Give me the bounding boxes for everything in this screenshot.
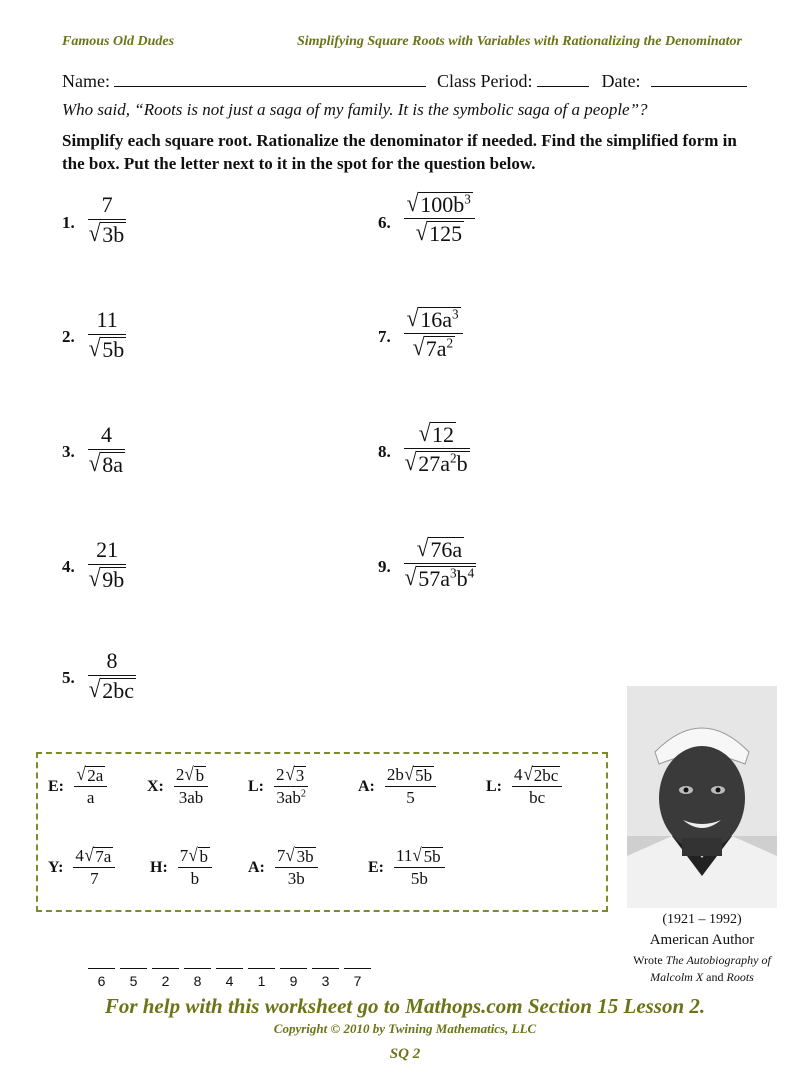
date-label: Date: (601, 71, 641, 91)
answer-radicand: 2bc (533, 765, 559, 785)
answer-blank[interactable] (344, 968, 371, 989)
blank-number: 6 (97, 973, 106, 989)
answer-e1: E: √ 2a a (48, 764, 107, 809)
answer-radicand: b (195, 765, 205, 785)
name-field[interactable] (114, 70, 426, 87)
problem-8-fraction: √ 12 √ $27a^2b$ (404, 420, 468, 477)
caption-text: and (706, 970, 724, 984)
photo-wrote-line (612, 953, 792, 968)
problem-3-fraction: 4 √ 8a (88, 422, 124, 478)
answer-letter: Y: (48, 858, 64, 876)
answer-letter: A: (358, 777, 375, 795)
blank-number: 5 (129, 973, 138, 989)
class-period-label: Class Period: (436, 71, 533, 91)
blank-number: 7 (353, 973, 362, 989)
class-period-field[interactable] (537, 70, 589, 87)
exponent: 4 (467, 565, 475, 581)
answer-a1: A: 2b √ 5b 5 (358, 764, 436, 809)
problem-4-fraction: 21 √ 9b (88, 537, 125, 593)
answer-coefficient: 2 (276, 765, 285, 784)
answer-coefficient: 7 (276, 846, 286, 865)
problem-8-numerator: 12 (431, 422, 454, 448)
problem-7-denominator: 7a (425, 336, 447, 362)
answer-denominator: 7 (90, 869, 99, 888)
answer-letter: X: (147, 777, 164, 795)
problem-2-denominator: 5b (102, 337, 125, 363)
answer-coefficient: 7 (179, 846, 189, 865)
answer-e2: E: 11 √ 5b 5b (368, 845, 445, 890)
answer-coefficient: 2b (386, 765, 404, 784)
answer-blank[interactable] (280, 968, 307, 989)
answer-radicand: 3 (295, 765, 305, 785)
header-right: Simplifying Square Roots with Variables with Rationalizing the Denominator (297, 34, 742, 49)
problem-number: 5. (62, 668, 75, 687)
answer-y: Y: 4 √ 7a 7 (48, 845, 115, 890)
blank-number: 8 (193, 973, 202, 989)
problem-2-fraction: 11 √ 5b (88, 307, 125, 363)
book-title: Roots (726, 970, 754, 984)
instructions: Simplify each square root. Rationalize the denominator if needed. Find the simplified form in the box. Put the letter next to it in the spot for the question below. (62, 131, 737, 173)
problem-9-numerator: 76a (430, 537, 463, 563)
answer-radicand: 5b (415, 765, 433, 785)
problem-6-fraction: √ $100b^3$ √ 125 (404, 190, 475, 247)
problem-7-numerator: 16a (420, 307, 453, 333)
problem-number: 6. (378, 213, 391, 232)
problem-5-numerator: 8 (106, 648, 118, 673)
answer-denominator: 3ab (276, 788, 301, 807)
problem-number: 1. (62, 213, 75, 232)
answer-denominator: 3b (287, 869, 305, 888)
problem-1-numerator: 7 (101, 192, 113, 217)
problem-1-fraction: 7 √ 3b (88, 192, 125, 248)
photo-years: (1921 – 1992) (662, 912, 742, 927)
exponent: 3 (450, 565, 457, 581)
answer-blank[interactable] (248, 968, 275, 989)
student-info-row (62, 70, 752, 92)
answer-coefficient: 11 (396, 846, 413, 865)
quote-question: Who said, “Roots is not just a saga of my family. It is the symbolic saga of a people”? (62, 100, 648, 119)
problem-8-denominator: 27a (418, 451, 451, 477)
answer-blank[interactable] (312, 968, 339, 989)
answer-denominator: 5b (410, 869, 428, 888)
problem-number: 4. (62, 557, 75, 576)
exponent: 3 (464, 191, 471, 207)
variable: b (456, 566, 468, 592)
problem-number: 8. (378, 442, 391, 461)
photo-role: American Author (649, 932, 755, 948)
blank-number: 4 (225, 973, 234, 989)
answer-radicand: 3b (296, 846, 314, 866)
answer-blank[interactable] (216, 968, 243, 989)
answer-radicand: 5b (423, 846, 441, 866)
answer-denominator: a (86, 788, 95, 807)
answer-coefficient: 4 (514, 765, 523, 784)
answer-coefficient: 4 (75, 846, 84, 865)
answer-h: H: 7 √ b b (150, 845, 212, 890)
problem-number: 3. (62, 442, 75, 461)
problem-6-denominator: 125 (429, 221, 463, 247)
exponent: 2 (450, 450, 457, 466)
problem-4-numerator: 21 (96, 537, 119, 562)
copyright: Copyright © 2010 by Twining Mathematics, LLC (273, 1021, 537, 1036)
problem-number: 2. (62, 327, 75, 346)
answer-l1: L: 2 √ 3 $3ab^2$ (248, 764, 308, 809)
answer-a2: A: 7 √ 3b 3b (248, 845, 318, 890)
exponent: 2 (300, 788, 306, 800)
answer-letter: H: (150, 858, 168, 876)
problem-1-denominator: 3b (102, 222, 125, 248)
blank-number: 1 (257, 973, 266, 989)
date-field[interactable] (651, 70, 747, 87)
book-title: The Autobiography of (665, 953, 771, 967)
exponent: 3 (452, 306, 459, 322)
problem-5-denominator: 2bc (102, 678, 135, 704)
answer-radicand: b (199, 846, 209, 866)
photo-books-line (612, 970, 792, 985)
author-photo (627, 686, 777, 908)
blank-number: 3 (321, 973, 330, 989)
blank-number: 2 (161, 973, 170, 989)
answer-letter: E: (48, 777, 64, 795)
answer-letter: L: (248, 777, 264, 795)
problem-7-fraction: √ $16a^3$ √ $7a^2$ (404, 305, 463, 362)
answer-denominator: 5 (406, 788, 415, 807)
answer-radicand: 2a (87, 765, 104, 785)
answer-blank[interactable] (152, 968, 179, 989)
answer-radicand: 7a (95, 846, 112, 866)
answer-letter: A: (248, 858, 265, 876)
problem-2-numerator: 11 (96, 307, 118, 332)
problem-3-numerator: 4 (101, 422, 113, 447)
answer-blank[interactable] (184, 968, 211, 989)
variable: b (456, 451, 468, 477)
answer-x: X: 2 √ b 3ab (147, 764, 208, 809)
problem-6-numerator: 100b (420, 192, 465, 218)
answer-blank[interactable] (88, 968, 115, 989)
answer-code-row (88, 968, 376, 989)
problem-5-fraction: 8 √ 2bc (88, 648, 135, 704)
answer-denominator: 3ab (178, 788, 204, 807)
exponent: 2 (446, 335, 454, 351)
answer-l2: L: 4 √ 2bc bc (486, 764, 562, 809)
book-title: Malcolm X (650, 970, 704, 984)
problem-9-fraction: √ 76a √ $57a^3b^4$ (404, 535, 475, 592)
answer-blank[interactable] (120, 968, 147, 989)
page-code: SQ 2 (389, 1046, 421, 1062)
answer-letter: E: (368, 858, 384, 876)
answer-letter: L: (486, 777, 502, 795)
problem-4-denominator: 9b (102, 567, 125, 593)
caption-text: Wrote (633, 953, 663, 967)
answer-denominator: bc (529, 788, 546, 807)
name-label: Name: (62, 71, 110, 91)
problem-number: 9. (378, 557, 391, 576)
answer-denominator: b (190, 869, 200, 888)
header-left: Famous Old Dudes (62, 34, 175, 49)
help-link-text: For help with this worksheet go to Mathops.com Section 15 Lesson 2. (104, 994, 706, 1018)
problem-number: 7. (378, 327, 391, 346)
problem-3-denominator: 8a (102, 452, 124, 478)
problem-9-denominator: 57a (418, 566, 451, 592)
answer-coefficient: 2 (175, 765, 185, 784)
blank-number: 9 (289, 973, 298, 989)
